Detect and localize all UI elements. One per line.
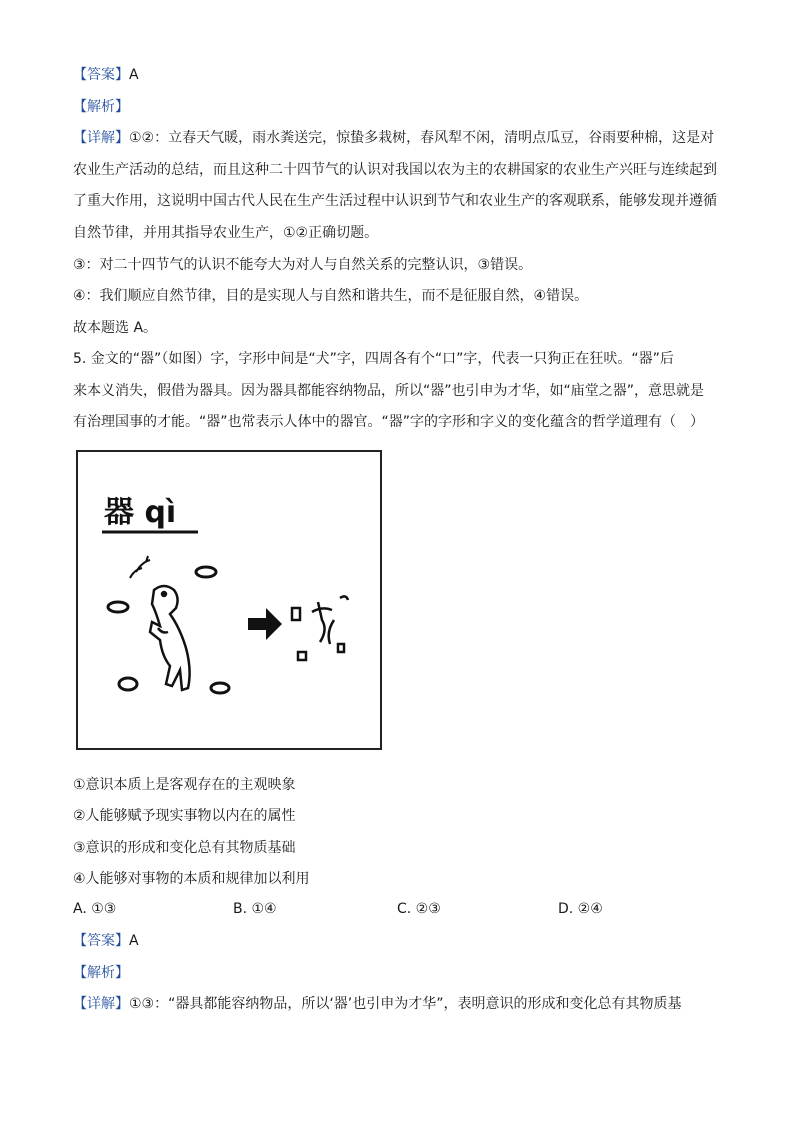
- detail-line-q5: [73, 995, 733, 1013]
- answer-tag: 【答案】: [73, 67, 129, 83]
- option-c: C. ②③: [397, 901, 441, 917]
- character-glyph-icon: [292, 596, 348, 660]
- answer-line-1: [73, 66, 733, 84]
- answer-value: A: [129, 933, 139, 949]
- question-5-line-2: 来本义消失，假借为器具。因为器具都能容纳物品，所以“器”也引申为才华，如“庙堂之器”，意思就是: [73, 383, 705, 399]
- figure-title: 器 qì: [104, 495, 177, 530]
- statement-3: ③意识的形成和变化总有其物质基础: [73, 840, 296, 856]
- option-a: A. ①③: [73, 901, 117, 917]
- statement-1: ①意识本质上是客观存在的主观映象: [73, 777, 296, 793]
- question-5-line-1: 5. 金文的“器”（如图）字，字形中间是“犬”字，四周各有个“口”字，代表一只狗正在狂吠。“器”后: [73, 351, 674, 367]
- statement-2: ②人能够赋予现实事物以内在的属性: [73, 808, 296, 824]
- question-5-line-3: 有治理国事的才能。“器”也常表示人体中的器官。“器”字的字形和字义的变化蕴含的哲学道理有（ ）: [73, 414, 705, 430]
- detail-line-6: ④：我们顺应自然节律，目的是实现人与自然和谐共生，而不是征服自然，④错误。: [73, 288, 589, 304]
- arrow-right-icon: [248, 608, 282, 640]
- detail-text: ①③：“器具都能容纳物品，所以‘器’也引申为才华”，表明意识的形成和变化总有其物质基: [129, 996, 682, 1012]
- barking-lines-icon: [130, 556, 150, 578]
- statement-4: ④人能够对事物的本质和规律加以利用: [73, 871, 310, 887]
- analysis-heading-1: [73, 98, 733, 116]
- analysis-heading-2: [73, 964, 733, 982]
- character-figure: [76, 450, 382, 750]
- dog-icon: [150, 586, 190, 690]
- option-b: B. ①④: [233, 901, 277, 917]
- detail-text: ①②：立春天气暖，雨水粪送完，惊蛰多栽树，春风犁不闲，清明点瓜豆，谷雨要种棉，这是对: [129, 130, 715, 146]
- detail-line-5: ③：对二十四节气的认识不能夸大为对人与自然关系的完整认识，③错误。: [73, 257, 533, 273]
- detail-line-2: 农业生产活动的总结，而且这种二十四节气的认识对我国以农为主的农耕国家的农业生产兴旺与连续起到: [73, 162, 717, 178]
- answer-value: A: [129, 67, 139, 83]
- detail-line-3: 了重大作用，这说明中国古代人民在生产生活过程中认识到节气和农业生产的客观联系，能够发现并遵循: [73, 193, 717, 209]
- option-d: D. ②④: [558, 901, 603, 917]
- figure-drawing: [78, 452, 380, 748]
- detail-line-7: 故本题选 A。: [73, 320, 158, 336]
- analysis-tag: 【解析】: [73, 965, 129, 981]
- detail-tag: 【详解】: [73, 996, 129, 1012]
- detail-tag: 【详解】: [73, 130, 129, 146]
- answer-line-2: [73, 932, 733, 950]
- analysis-tag: 【解析】: [73, 99, 129, 115]
- answer-tag: 【答案】: [73, 933, 129, 949]
- detail-line-1: [73, 129, 733, 147]
- detail-line-4: 自然节律，并用其指导农业生产，①②正确切题。: [73, 225, 379, 241]
